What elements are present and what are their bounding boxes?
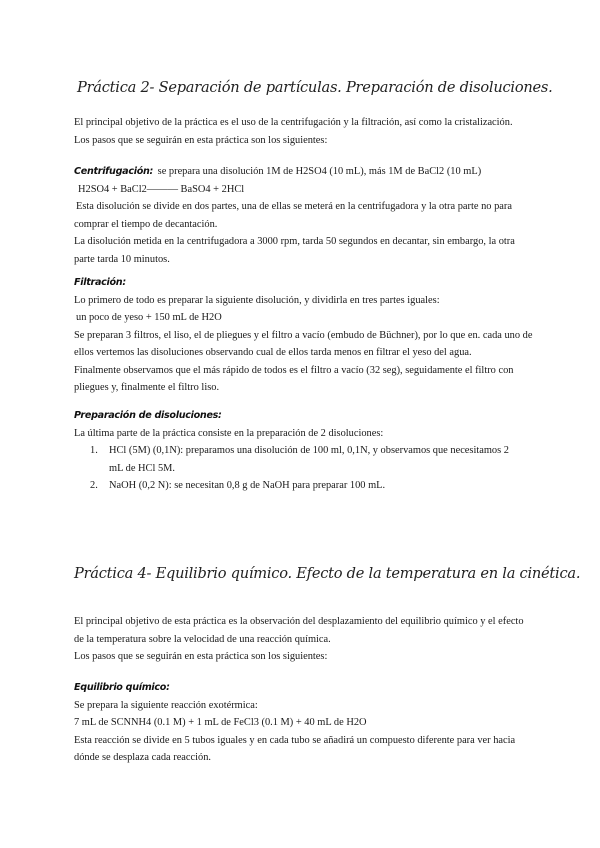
text-line: Se prepara la siguiente reacción exotérmica: <box>74 699 258 711</box>
intro-line: Los pasos que se seguirán en esta práctica son los siguientes: <box>74 651 328 662</box>
text-line: pliegues y, finalmente el filtro liso. <box>74 382 220 393</box>
text-line: ellos vertemos las disoluciones observando cual de ellos tarda menos en filtrar el yeso del agua. <box>74 347 472 358</box>
list-item <box>74 442 534 477</box>
text-line: Lo primero de todo es preparar la siguiente disolución, y dividirla en tres partes iguales: <box>74 294 440 306</box>
equilibrio-heading: Equilibrio químico: <box>74 682 170 693</box>
text-line: dónde se desplaza cada reacción. <box>74 752 212 763</box>
reaction-equation: 7 mL de SCNNH4 (0.1 M) + 1 mL de FeCl3 (0.1 M) + 40 mL de H2O <box>74 717 367 728</box>
list-number: 2. <box>90 480 98 491</box>
centrifugacion-heading: Centrifugación: <box>74 166 154 177</box>
practica4-intro <box>74 613 534 666</box>
intro-line: El principal objetivo de la práctica es el uso de la centrifugación y la filtración, así como la cristalización. <box>74 117 513 128</box>
text-line: La disolución metida en la centrifugadora a 3000 rpm, tarda 50 segundos en decantar, sin embargo, la otra <box>74 236 515 247</box>
practica2-intro <box>74 114 534 149</box>
filtracion-section <box>74 274 534 397</box>
intro-line: El principal objetivo de esta práctica es la observación del desplazamiento del equilibrio químico y el efecto <box>74 616 524 627</box>
text-line: Se preparan 3 filtros, el liso, el de pliegues y el filtro a vacío (embudo de Büchner), por lo que en. cada uno de <box>74 329 533 341</box>
list-text: NaOH (0,2 N): se necesitan 0,8 g de NaOH para preparar 100 mL. <box>109 480 386 491</box>
list-text: mL de HCl 5M. <box>109 462 175 474</box>
centrifugacion-text: se prepara una disolución 1M de H2SO4 (10 mL), más 1M de BaCl2 (10 mL) <box>155 166 482 177</box>
reaction-equation: H2SO4 + BaCl2——— BaSO4 + 2HCl <box>78 183 245 195</box>
disoluciones-list <box>74 442 534 495</box>
text-line: un poco de yeso + 150 mL de H2O <box>76 312 222 323</box>
preparacion-heading: Preparación de disoluciones: <box>74 410 222 421</box>
list-item <box>74 477 534 495</box>
list-text: HCl (5M) (0,1N): preparamos una disolución de 100 ml, 0,1N, y observamos que necesitamos 2 <box>109 445 509 456</box>
text-line: comprar el tiempo de decantación. <box>74 218 218 230</box>
practica4-title: Práctica 4- Equilibrio químico. Efecto de la temperatura en la cinética. <box>74 565 581 582</box>
text-line: Esta reacción se divide en 5 tubos iguales y en cada tubo se añadirá un compuesto diferente para ver hacia <box>74 734 516 746</box>
preparacion-section <box>74 407 534 495</box>
text-line: Finalmente observamos que el más rápido de todos es el filtro a vacío (32 seg), seguidamente el filtro con <box>74 364 514 376</box>
practica2-title: Práctica 2- Separación de partículas. Preparación de disoluciones. <box>77 79 553 96</box>
text-line: Esta disolución se divide en dos partes, una de ellas se meterá en la centrifugadora y la otra parte no para <box>76 201 512 212</box>
intro-line: Los pasos que se seguirán en esta práctica son los siguientes: <box>74 134 328 146</box>
list-number: 1. <box>90 445 98 456</box>
centrifugacion-line1 <box>74 163 534 181</box>
centrifugacion-section <box>74 163 534 268</box>
equilibrio-section <box>74 679 534 767</box>
filtracion-heading: Filtración: <box>74 277 126 288</box>
text-line: parte tarda 10 minutos. <box>74 253 170 265</box>
text-line: La última parte de la práctica consiste en la preparación de 2 disoluciones: <box>74 427 384 439</box>
intro-line: de la temperatura sobre la velocidad de una reacción química. <box>74 633 331 645</box>
